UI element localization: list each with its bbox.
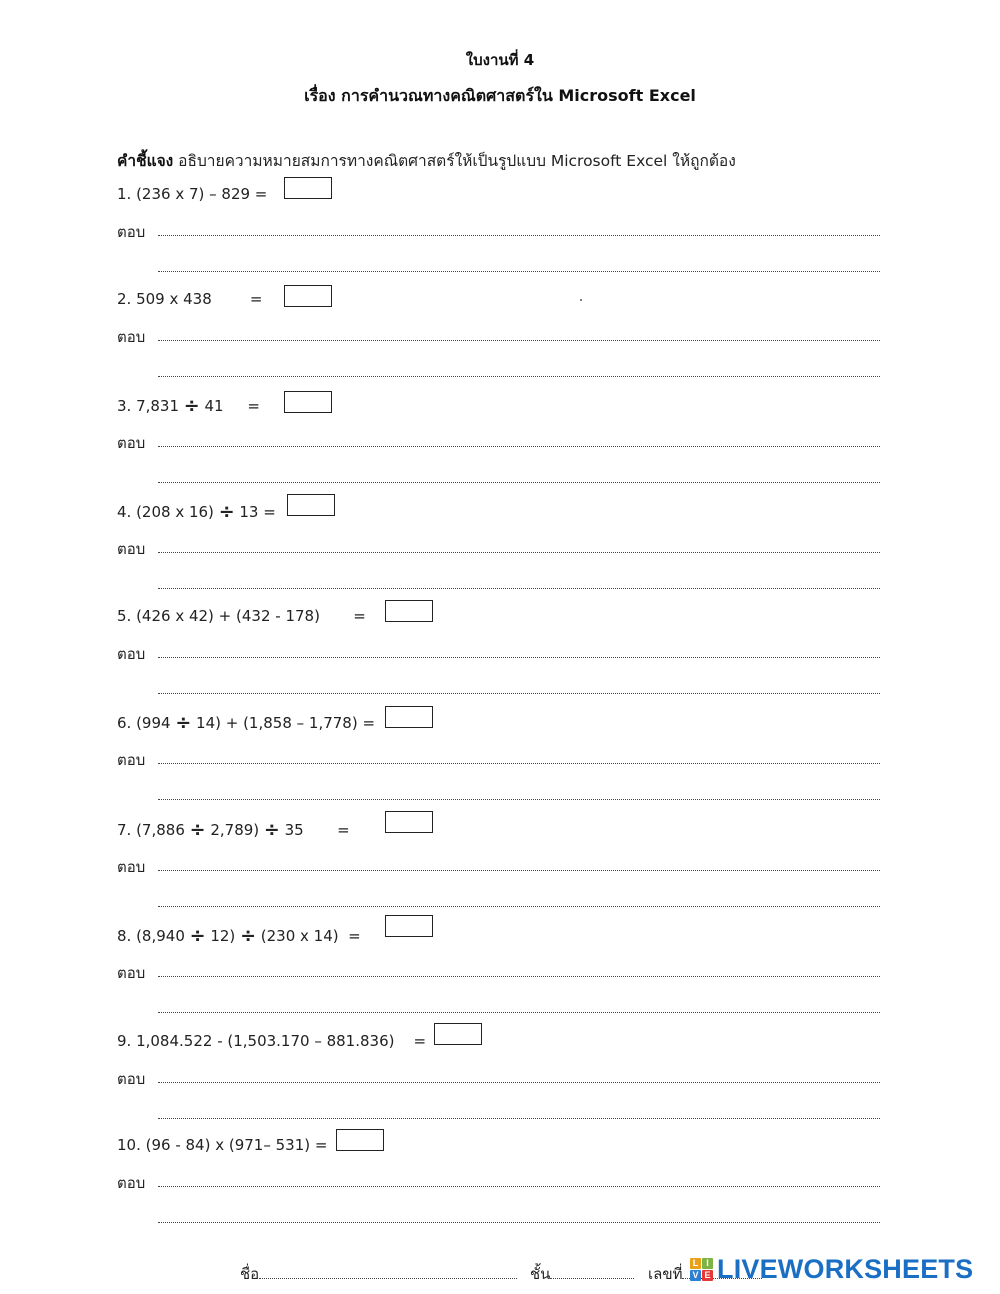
question-part: 1. (236 x 7) – 829 = bbox=[117, 185, 268, 203]
logo-tile: V bbox=[690, 1270, 701, 1281]
answer-line[interactable] bbox=[158, 799, 880, 800]
answer-box[interactable] bbox=[385, 811, 433, 833]
divide-symbol: ÷ bbox=[175, 712, 192, 734]
question-text bbox=[117, 1032, 426, 1050]
divide-symbol: ÷ bbox=[189, 925, 206, 947]
question-part: 2. 509 x 438 = bbox=[117, 290, 263, 308]
answer-box[interactable] bbox=[284, 177, 332, 199]
answer-label: ตอบ bbox=[117, 328, 146, 346]
question-text bbox=[117, 713, 375, 732]
answer-line[interactable] bbox=[158, 1186, 880, 1187]
question-part: 9. 1,084.522 - (1,503.170 – 881.836) = bbox=[117, 1032, 427, 1050]
answer-line[interactable] bbox=[158, 1118, 880, 1119]
question-part: 3. 7,831 bbox=[117, 397, 184, 415]
answer-line[interactable] bbox=[158, 482, 880, 483]
divide-symbol: ÷ bbox=[218, 501, 235, 523]
answer-label: ตอบ bbox=[117, 540, 146, 558]
instructions-text: อธิบายความหมายสมการทางคณิตศาสตร์ให้เป็นรูปแบบ Microsoft Excel ให้ถูกต้อง bbox=[178, 152, 736, 170]
liveworksheets-logo bbox=[690, 1254, 973, 1285]
answer-line[interactable] bbox=[158, 1222, 880, 1223]
answer-label: ตอบ bbox=[117, 645, 146, 663]
question-part: 14) + (1,858 – 1,778) = bbox=[191, 714, 376, 732]
question-part: 8. (8,940 bbox=[117, 927, 190, 945]
instructions bbox=[117, 148, 736, 173]
question-text bbox=[117, 185, 267, 203]
question-10 bbox=[0, 1136, 1000, 1236]
answer-box[interactable] bbox=[336, 1129, 384, 1151]
answer-box[interactable] bbox=[385, 915, 433, 937]
number-label: เลขที่ bbox=[648, 1265, 683, 1283]
question-part: 35 = bbox=[279, 821, 350, 839]
logo-text: LIVEWORKSHEETS bbox=[717, 1254, 974, 1284]
footer-class bbox=[530, 1262, 634, 1286]
answer-line[interactable] bbox=[158, 1082, 880, 1083]
answer-line[interactable] bbox=[158, 376, 880, 377]
answer-line[interactable] bbox=[158, 976, 880, 977]
answer-label: ตอบ bbox=[117, 1174, 146, 1192]
divide-symbol: ÷ bbox=[240, 925, 256, 947]
question-5 bbox=[0, 607, 1000, 707]
name-field[interactable] bbox=[259, 1278, 517, 1279]
answer-line[interactable] bbox=[158, 271, 880, 272]
answer-box[interactable] bbox=[284, 285, 332, 307]
answer-box[interactable] bbox=[287, 494, 335, 516]
answer-label: ตอบ bbox=[117, 858, 146, 876]
question-1 bbox=[0, 185, 1000, 285]
answer-line[interactable] bbox=[158, 340, 880, 341]
answer-line[interactable] bbox=[158, 588, 880, 589]
question-part: 4. (208 x 16) bbox=[117, 503, 219, 521]
answer-line[interactable] bbox=[158, 1012, 880, 1013]
divide-symbol: ÷ bbox=[183, 395, 200, 417]
answer-label: ตอบ bbox=[117, 964, 146, 982]
question-6 bbox=[0, 713, 1000, 813]
question-2 bbox=[0, 290, 1000, 390]
answer-box[interactable] bbox=[284, 391, 332, 413]
question-text bbox=[117, 607, 366, 625]
answer-line[interactable] bbox=[158, 657, 880, 658]
logo-mark-icon bbox=[690, 1258, 713, 1281]
question-4 bbox=[0, 502, 1000, 602]
question-text bbox=[117, 396, 260, 415]
class-label: ชั้น bbox=[530, 1265, 551, 1283]
answer-line[interactable] bbox=[158, 235, 880, 236]
answer-line[interactable] bbox=[158, 693, 880, 694]
answer-label: ตอบ bbox=[117, 223, 146, 241]
answer-box[interactable] bbox=[434, 1023, 482, 1045]
question-part: 6. (994 bbox=[117, 714, 176, 732]
answer-line[interactable] bbox=[158, 870, 880, 871]
divide-symbol: ÷ bbox=[189, 819, 206, 841]
question-text bbox=[117, 926, 361, 945]
stray-dot bbox=[580, 299, 582, 301]
answer-line[interactable] bbox=[158, 763, 880, 764]
answer-line[interactable] bbox=[158, 552, 880, 553]
question-part: 10. (96 - 84) x (971– 531) = bbox=[117, 1136, 328, 1154]
worksheet-subtitle: เรื่อง การคำนวณทางคณิตศาสตร์ใน Microsoft Excel bbox=[304, 86, 696, 105]
footer-name bbox=[240, 1262, 517, 1286]
instructions-label: คำชี้แจง bbox=[117, 152, 174, 170]
question-part: 12) bbox=[205, 927, 241, 945]
answer-box[interactable] bbox=[385, 600, 433, 622]
worksheet-title: ใบงานที่ 4 bbox=[465, 51, 535, 69]
answer-label: ตอบ bbox=[117, 434, 146, 452]
question-part: 41 = bbox=[199, 397, 260, 415]
answer-line[interactable] bbox=[158, 446, 880, 447]
answer-label: ตอบ bbox=[117, 1070, 146, 1088]
question-7 bbox=[0, 820, 1000, 920]
question-part: 5. (426 x 42) + (432 - 178) = bbox=[117, 607, 366, 625]
divide-symbol: ÷ bbox=[263, 819, 280, 841]
question-part: 7. (7,886 bbox=[117, 821, 190, 839]
question-part: 13 = bbox=[234, 503, 276, 521]
class-field[interactable] bbox=[550, 1278, 634, 1279]
question-text bbox=[117, 502, 276, 521]
answer-label: ตอบ bbox=[117, 751, 146, 769]
logo-tile: I bbox=[702, 1258, 713, 1269]
question-text bbox=[117, 1136, 327, 1154]
question-text bbox=[117, 290, 262, 308]
question-part: 2,789) bbox=[205, 821, 264, 839]
logo-tile: L bbox=[690, 1258, 701, 1269]
question-9 bbox=[0, 1032, 1000, 1132]
question-8 bbox=[0, 926, 1000, 1026]
question-3 bbox=[0, 396, 1000, 496]
question-part: (230 x 14) = bbox=[255, 927, 361, 945]
answer-line[interactable] bbox=[158, 906, 880, 907]
logo-tile: E bbox=[702, 1270, 713, 1281]
answer-box[interactable] bbox=[385, 706, 433, 728]
question-text bbox=[117, 820, 350, 839]
name-label: ชื่อ bbox=[240, 1265, 260, 1283]
